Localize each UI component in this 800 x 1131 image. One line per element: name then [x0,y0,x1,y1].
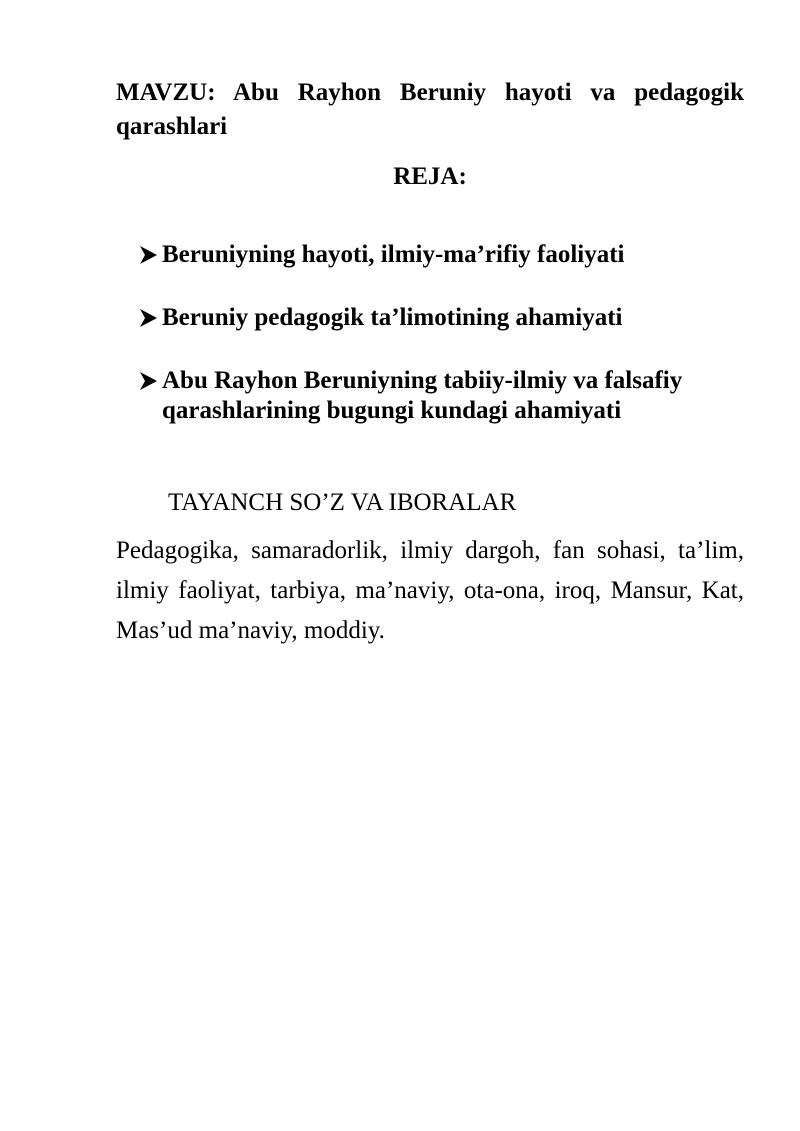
document-title: MAVZU: Abu Rayhon Beruniy hayoti va pedagogik qarashlari [116,79,744,140]
plan-list [138,240,758,459]
keywords-heading: TAYANCH SO’Z VA IBORALAR [168,489,517,516]
arrowhead-bullet-icon [138,366,162,396]
plan-item [138,366,758,426]
plan-item-text: Abu Rayhon Beruniyning tabiiy-ilmiy va falsafiy qarashlarining bugungi kundagi ahamiyati [162,367,683,424]
arrowhead-bullet-icon [138,303,162,333]
plan-heading: REJA: [393,163,467,190]
plan-item [138,303,758,333]
plan-item-text: Beruniy pedagogik ta’limotining ahamiyati [162,304,623,331]
plan-item-text: Beruniyning hayoti, ilmiy-ma’rifiy faoliyati [162,241,625,268]
arrowhead-bullet-icon [138,240,162,270]
keywords-text: Pedagogika, samaradorlik, ilmiy dargoh, fan sohasi, ta’lim, ilmiy faoliyat, tarbiya, ma’naviy, ota-ona, iroq, Mansur, Kat, Mas’ud ma’naviy, moddiy. [116,537,744,644]
plan-item [138,240,758,270]
